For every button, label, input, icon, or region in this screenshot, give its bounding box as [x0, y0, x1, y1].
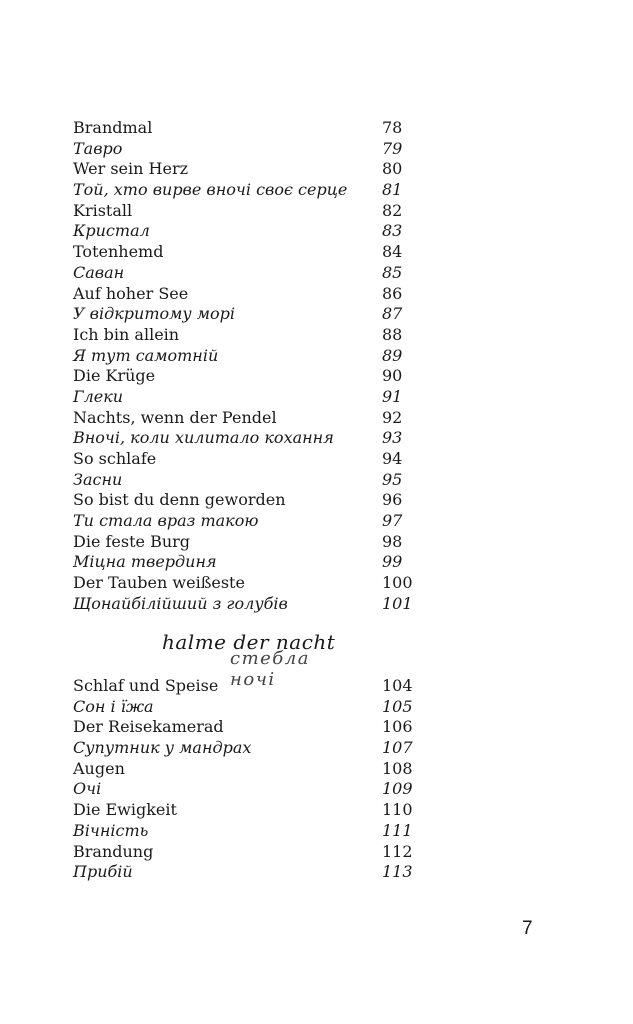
toc-entry-title: Die Ewigkeit — [73, 800, 177, 820]
toc-entry-title: Schlaf und Speise — [73, 676, 219, 695]
toc-entry-title: Саван — [73, 262, 125, 282]
toc-entry-title: Auf hoher See — [73, 283, 189, 303]
toc-entry — [73, 221, 413, 242]
toc-entry-page: 104 — [382, 676, 413, 695]
toc-entry-page: 80 — [382, 159, 403, 179]
toc-entry-page: 106 — [382, 717, 413, 737]
toc-entry-page: 107 — [382, 738, 413, 758]
toc-entry-title: Вічність — [73, 820, 149, 840]
toc-entry-page: 105 — [382, 696, 413, 716]
toc-entry-title: Totenhemd — [73, 242, 164, 262]
toc-list-part-2 — [73, 676, 413, 883]
toc-entry — [73, 242, 413, 263]
toc-entry-title: Вночі, коли хилитало кохання — [73, 428, 334, 448]
toc-entry-page: 89 — [382, 345, 403, 365]
toc-entry — [73, 470, 413, 491]
toc-entry — [73, 676, 413, 697]
toc-list-part-1 — [73, 118, 413, 615]
toc-entry-title: Die feste Burg — [73, 531, 191, 551]
toc-entry-title: Сон і їжа — [73, 696, 154, 716]
toc-entry-page: 100 — [382, 573, 413, 593]
toc-entry — [73, 139, 413, 160]
toc-entry-title: So bist du denn geworden — [73, 490, 286, 510]
toc-entry-page: 92 — [382, 407, 403, 427]
toc-entry-title: Nachts, wenn der Pendel — [73, 407, 277, 427]
toc-entry — [73, 697, 413, 718]
toc-entry — [73, 325, 413, 346]
toc-entry — [73, 159, 413, 180]
toc-entry — [73, 304, 413, 325]
toc-entry-page: 81 — [382, 180, 403, 200]
toc-entry — [73, 511, 413, 532]
toc-entry — [73, 387, 413, 408]
toc-entry-page: 96 — [382, 490, 403, 510]
toc-entry — [73, 779, 413, 800]
toc-entry — [73, 842, 413, 863]
toc-entry-title: Очі — [73, 779, 102, 799]
page-number: 7 — [522, 918, 533, 939]
toc-entry-title: Brandung — [73, 841, 154, 861]
toc-entry-title: Der Reisekamerad — [73, 717, 224, 737]
toc-entry-page: 87 — [382, 304, 403, 324]
toc-entry-title: Засни — [73, 469, 123, 489]
toc-entry-page: 97 — [382, 511, 403, 531]
toc-entry — [73, 428, 413, 449]
toc-entry — [73, 180, 413, 201]
toc-entry-title: Der Tauben weißeste — [73, 573, 245, 593]
toc-entry-page: 78 — [382, 118, 403, 137]
toc-entry — [73, 201, 413, 222]
toc-entry-page: 94 — [382, 449, 403, 468]
toc-entry-title: Міцна твердиня — [73, 552, 217, 572]
toc-entry — [73, 552, 413, 573]
toc-entry-title: Прибій — [73, 862, 133, 882]
section-title-ukrainian: стебла ночі — [230, 648, 310, 690]
toc-entry-title: У відкритому морі — [73, 304, 236, 324]
section-heading — [160, 630, 360, 690]
toc-entry-page: 113 — [382, 862, 413, 882]
toc-entry — [73, 717, 413, 738]
toc-entry-page: 79 — [382, 138, 403, 158]
toc-entry-title: Глеки — [73, 386, 124, 406]
section-title-german: halme der nacht — [162, 630, 336, 654]
toc-entry — [73, 449, 413, 470]
toc-entry-page: 95 — [382, 469, 403, 489]
toc-entry — [73, 862, 413, 883]
toc-entry-page: 98 — [382, 531, 403, 551]
toc-entry-page: 90 — [382, 366, 403, 386]
toc-entry-title: Щонайбілійший з голубів — [73, 593, 288, 613]
toc-entry-title: Ich bin allein — [73, 324, 180, 344]
toc-entry — [73, 573, 413, 594]
toc-entry-title: Ти стала враз такою — [73, 511, 259, 531]
toc-entry-page: 86 — [382, 283, 403, 303]
toc-entry-page: 91 — [382, 386, 403, 406]
toc-entry-title: Augen — [73, 758, 125, 778]
toc-entry-page: 112 — [382, 841, 413, 861]
toc-entry-title: Кристал — [73, 221, 150, 241]
toc-entry-page: 83 — [382, 221, 403, 241]
toc-entry-title: Той, хто вирве вночі своє серце — [73, 180, 348, 200]
toc-entry — [73, 284, 413, 305]
toc-entry-title: Супутник у мандрах — [73, 738, 252, 758]
toc-entry — [73, 800, 413, 821]
toc-entry-title: Kristall — [73, 200, 133, 220]
toc-entry — [73, 594, 413, 615]
toc-entry — [73, 821, 413, 842]
toc-entry — [73, 532, 413, 553]
toc-entry-title: Тавро — [73, 138, 123, 158]
toc-entry — [73, 263, 413, 284]
toc-entry — [73, 408, 413, 429]
toc-entry-page: 101 — [382, 593, 413, 613]
toc-entry-title: Die Krüge — [73, 366, 156, 386]
toc-entry-title: So schlafe — [73, 449, 157, 468]
toc-entry-page: 82 — [382, 200, 403, 220]
toc-entry-page: 111 — [382, 820, 413, 840]
toc-entry-page: 110 — [382, 800, 413, 820]
toc-entry — [73, 490, 413, 511]
toc-entry-page: 109 — [382, 779, 413, 799]
toc-entry-page: 93 — [382, 428, 403, 448]
toc-entry-title: Wer sein Herz — [73, 159, 189, 179]
toc-entry-page: 108 — [382, 758, 413, 778]
toc-entry — [73, 759, 413, 780]
toc-entry-title: Brandmal — [73, 118, 153, 137]
toc-entry — [73, 118, 413, 139]
toc-entry — [73, 366, 413, 387]
toc-entry-page: 99 — [382, 552, 403, 572]
toc-entry — [73, 738, 413, 759]
toc-entry-page: 88 — [382, 324, 403, 344]
toc-entry-page: 84 — [382, 242, 403, 262]
toc-entry — [73, 346, 413, 367]
toc-entry-page: 85 — [382, 262, 403, 282]
toc-entry-title: Я тут самотній — [73, 345, 219, 365]
